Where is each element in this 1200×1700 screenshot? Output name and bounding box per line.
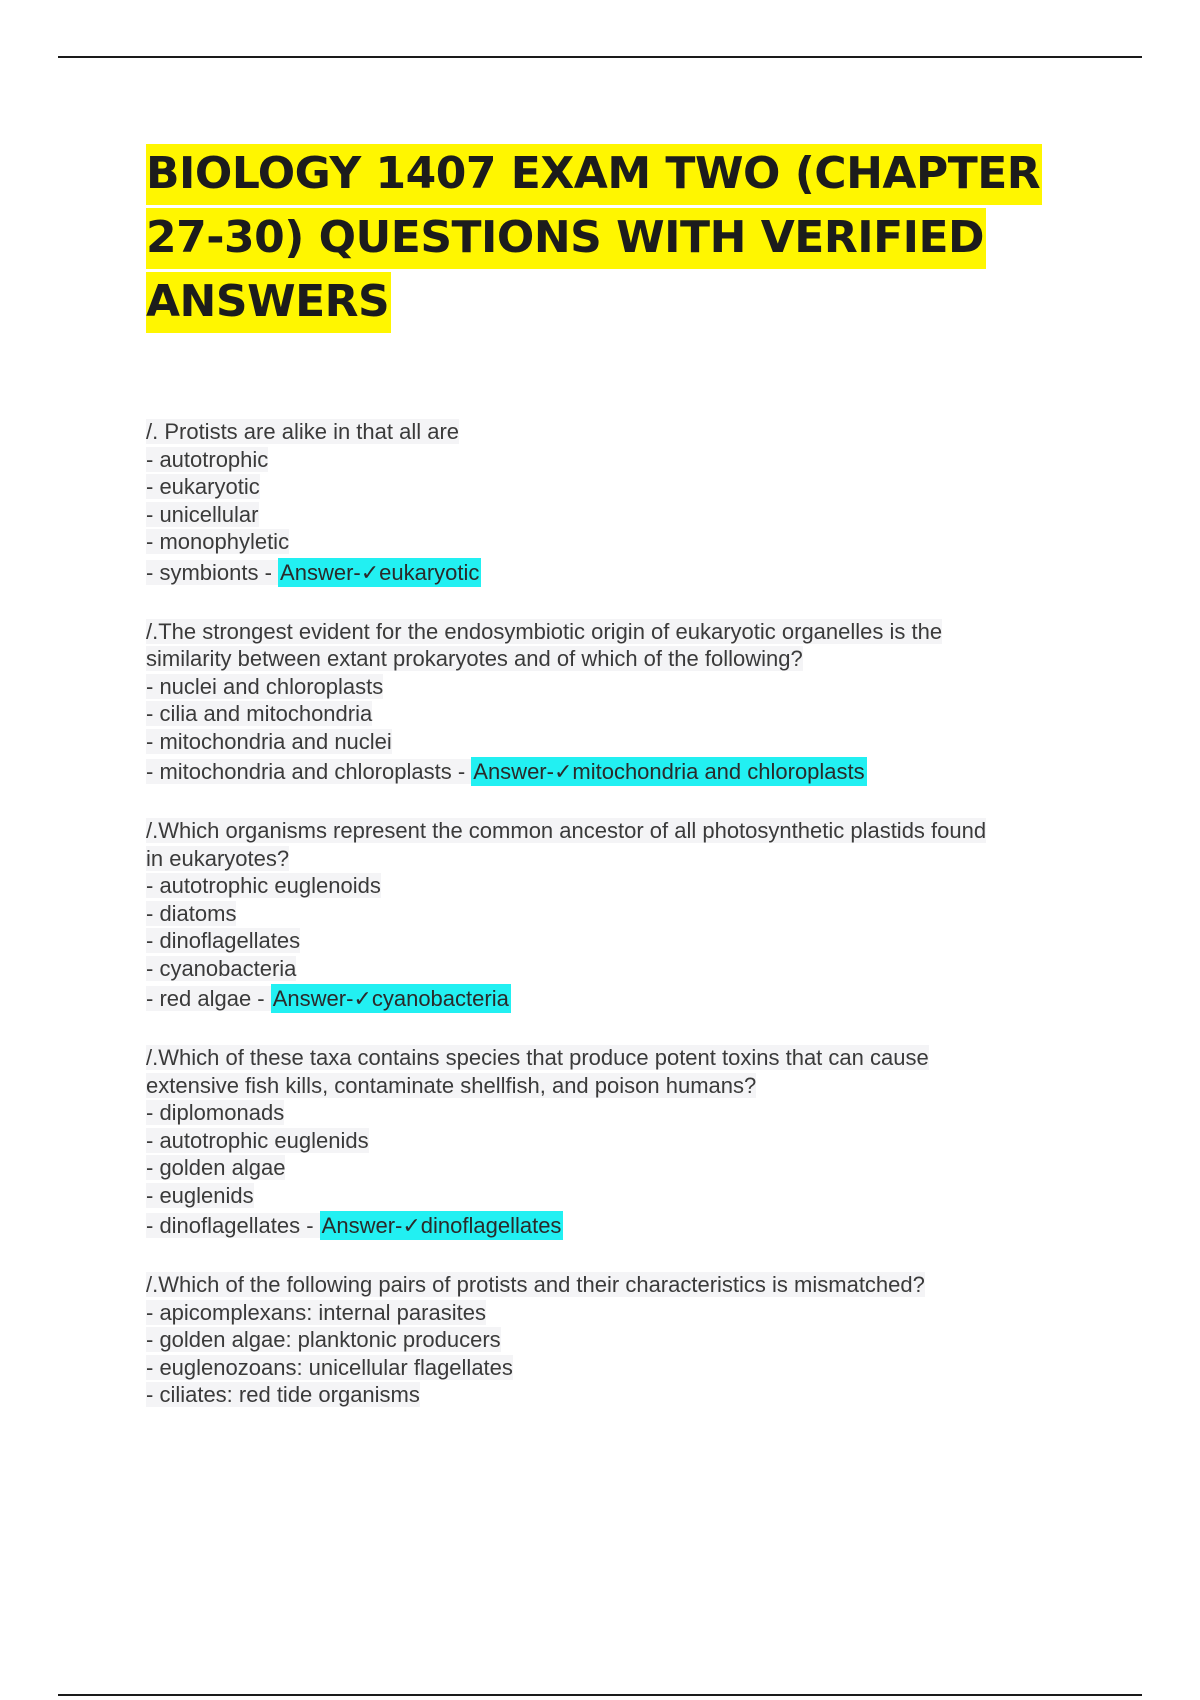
- question-text: /. Protists are alike in that all are: [146, 419, 460, 444]
- question-list: [146, 418, 1096, 1437]
- answer-highlight: Answer-✓mitochondria and chloroplasts: [473, 759, 865, 784]
- option: - monophyletic: [146, 529, 290, 554]
- option: - diplomonads: [146, 1100, 285, 1125]
- question-text: /.The strongest evident for the endosymbiotic origin of eukaryotic organelles is the: [146, 618, 943, 644]
- option: - mitochondria and nuclei: [146, 728, 392, 754]
- option: - euglenids: [146, 1182, 254, 1208]
- option: - cyanobacteria: [146, 955, 297, 981]
- question-text: /.Which of the following pairs of protists and their characteristics is mismatched?: [146, 1272, 925, 1297]
- answer-highlight: Answer-✓dinoflagellates: [321, 1213, 562, 1238]
- option: - unicellular: [146, 501, 259, 527]
- option-with-answer: - symbionts - Answer-✓eukaryotic: [146, 559, 480, 585]
- option: - autotrophic: [146, 446, 269, 472]
- option: - euglenozoans: unicellular flagellates: [146, 1354, 513, 1380]
- top-rule: [58, 56, 1142, 58]
- option-with-answer: - red algae - Answer-✓cyanobacteria: [146, 986, 509, 1011]
- option: - nuclei and chloroplasts: [146, 673, 384, 699]
- question-1: [146, 418, 1096, 590]
- option: - diatoms: [146, 900, 237, 926]
- option-with-answer: - dinoflagellates - Answer-✓dinoflagellates: [146, 1213, 562, 1238]
- question-text: similarity between extant prokaryotes and of which of the following?: [146, 646, 803, 671]
- question-3: [146, 817, 1096, 1016]
- title-line: BIOLOGY 1407 EXAM TWO (CHAPTER: [146, 142, 1046, 206]
- bottom-rule: [58, 1694, 1142, 1696]
- document-title: [146, 142, 1046, 334]
- question-text: /.Which organisms represent the common ancestor of all photosynthetic plastids found: [146, 818, 987, 843]
- answer-highlight: Answer-✓cyanobacteria: [272, 986, 509, 1011]
- option: - autotrophic euglenids: [146, 1127, 369, 1153]
- option: - cilia and mitochondria: [146, 701, 373, 726]
- option: - dinoflagellates: [146, 928, 301, 953]
- answer-highlight: Answer-✓eukaryotic: [280, 559, 480, 585]
- question-2: [146, 618, 1096, 790]
- option: - golden algae: planktonic producers: [146, 1327, 501, 1352]
- question-text: extensive fish kills, contaminate shellfish, and poison humans?: [146, 1072, 757, 1098]
- title-line: ANSWERS: [146, 270, 1046, 334]
- option: - golden algae: [146, 1155, 286, 1180]
- option: - eukaryotic: [146, 474, 260, 499]
- option: - autotrophic euglenoids: [146, 873, 381, 898]
- question-text: in eukaryotes?: [146, 845, 290, 871]
- option: - ciliates: red tide organisms: [146, 1382, 420, 1407]
- question-5: [146, 1271, 1096, 1409]
- title-line: 27-30) QUESTIONS WITH VERIFIED: [146, 206, 1046, 270]
- question-text: /.Which of these taxa contains species that produce potent toxins that can cause: [146, 1045, 929, 1070]
- question-4: [146, 1044, 1096, 1243]
- option: - apicomplexans: internal parasites: [146, 1299, 486, 1325]
- option-with-answer: - mitochondria and chloroplasts - Answer-✓mitochondria and chloroplasts: [146, 759, 865, 784]
